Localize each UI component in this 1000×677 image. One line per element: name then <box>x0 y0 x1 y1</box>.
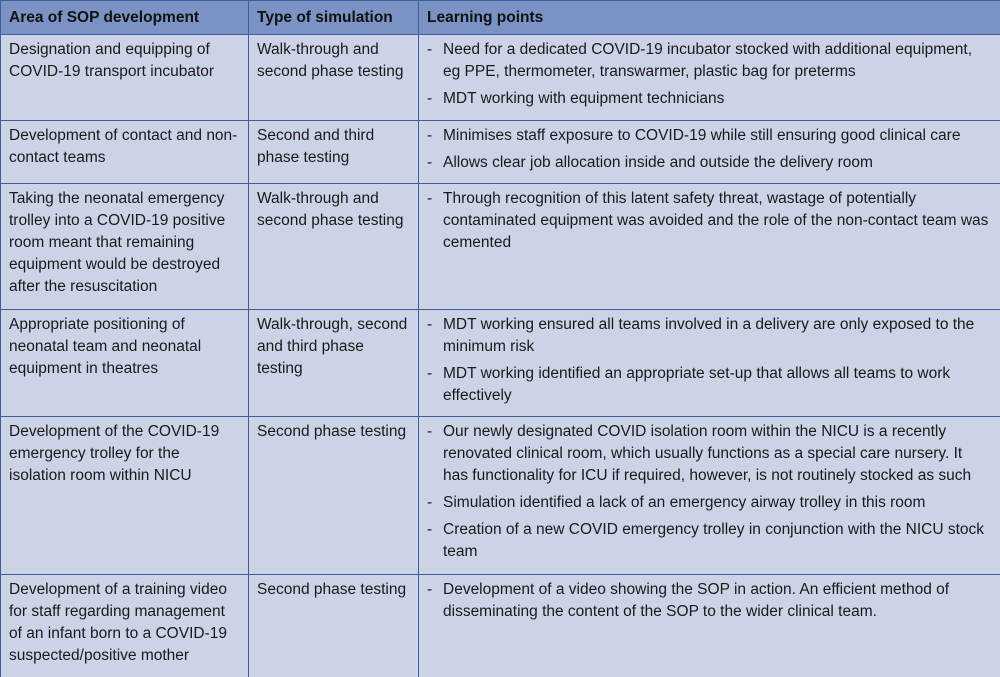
points-list <box>427 125 990 174</box>
cell-points <box>419 575 1000 677</box>
list-item: - Need for a dedicated COVID-19 incubator stocked with additional equipment, eg PPE, thermometer, transwarmer, plastic bag for preterms <box>427 41 973 80</box>
cell-area: Designation and equipping of COVID-19 transport incubator <box>1 35 249 121</box>
cell-type: Second phase testing <box>249 575 419 677</box>
table-row <box>1 310 1000 417</box>
point-text: Need for a dedicated COVID-19 incubator stocked with additional equipment, eg PPE, thermometer, transwarmer, plastic bag for preterms <box>443 41 973 80</box>
cell-points <box>419 184 1000 310</box>
points-list <box>427 579 990 623</box>
cell-area: Development of the COVID-19 emergency trolley for the isolation room within NICU <box>1 417 249 575</box>
points-list <box>427 39 990 110</box>
cell-type: Walk-through and second phase testing <box>249 184 419 310</box>
points-list <box>427 314 990 407</box>
list-item: - MDT working identified an appropriate set-up that allows all teams to work effectively <box>427 365 951 404</box>
point-text: MDT working with equipment technicians <box>443 90 725 107</box>
table-row <box>1 575 1000 677</box>
header-type: Type of simulation <box>249 1 419 35</box>
cell-type: Second and third phase testing <box>249 121 419 184</box>
point-text: Simulation identified a lack of an emergency airway trolley in this room <box>443 494 926 511</box>
point-text: Through recognition of this latent safety threat, wastage of potentially contaminated equipment was avoided and the role of the non-contact team was cemented <box>443 190 989 251</box>
point-text: Our newly designated COVID isolation room within the NICU is a recently renovated clinical room, which usually functions as a special care nursery. It has functionality for ICU if required, however, is not routinely stocked as such <box>443 423 972 484</box>
cell-points <box>419 121 1000 184</box>
header-points: Learning points <box>419 1 1000 35</box>
table-row <box>1 417 1000 575</box>
list-item: - Development of a video showing the SOP in action. An efficient method of disseminating the content of the SOP to the wider clinical team. <box>427 581 950 620</box>
point-text: Minimises staff exposure to COVID-19 while still ensuring good clinical care <box>443 127 961 144</box>
header-area: Area of SOP development <box>1 1 249 35</box>
cell-type: Walk-through and second phase testing <box>249 35 419 121</box>
points-list <box>427 188 990 254</box>
cell-area: Appropriate positioning of neonatal team and neonatal equipment in theatres <box>1 310 249 417</box>
cell-area: Development of a training video for staff regarding management of an infant born to a COVID-19 suspected/positive mother <box>1 575 249 677</box>
cell-points <box>419 417 1000 575</box>
table-row <box>1 35 1000 121</box>
list-item: - Minimises staff exposure to COVID-19 while still ensuring good clinical care <box>427 127 961 144</box>
list-item: - Through recognition of this latent safety threat, wastage of potentially contaminated equipment was avoided and the role of the non-contact team was cemented <box>427 190 989 251</box>
cell-points <box>419 35 1000 121</box>
cell-points <box>419 310 1000 417</box>
points-list <box>427 421 990 563</box>
point-text: Allows clear job allocation inside and outside the delivery room <box>443 154 873 171</box>
point-text: MDT working identified an appropriate set-up that allows all teams to work effectively <box>443 365 951 404</box>
header-row <box>1 1 1000 35</box>
list-item: - Creation of a new COVID emergency trolley in conjunction with the NICU stock team <box>427 521 985 560</box>
point-text: Development of a video showing the SOP in action. An efficient method of disseminating the content of the SOP to the wider clinical team. <box>443 581 950 620</box>
table-row <box>1 184 1000 310</box>
cell-area: Taking the neonatal emergency trolley into a COVID-19 positive room meant that remaining equipment would be destroyed after the resuscitation <box>1 184 249 310</box>
cell-area: Development of contact and non-contact teams <box>1 121 249 184</box>
list-item: - Our newly designated COVID isolation room within the NICU is a recently renovated clinical room, which usually functions as a special care nursery. It has functionality for ICU if required, however, is not routinely stocked as such <box>427 423 972 484</box>
table-row <box>1 121 1000 184</box>
list-item: - MDT working ensured all teams involved in a delivery are only exposed to the minimum risk <box>427 316 975 355</box>
cell-type: Second phase testing <box>249 417 419 575</box>
list-item: - Simulation identified a lack of an emergency airway trolley in this room <box>427 494 926 511</box>
list-item: - MDT working with equipment technicians <box>427 90 725 107</box>
point-text: MDT working ensured all teams involved in a delivery are only exposed to the minimum risk <box>443 316 975 355</box>
cell-type: Walk-through, second and third phase testing <box>249 310 419 417</box>
list-item: - Allows clear job allocation inside and outside the delivery room <box>427 154 873 171</box>
point-text: Creation of a new COVID emergency trolley in conjunction with the NICU stock team <box>443 521 985 560</box>
